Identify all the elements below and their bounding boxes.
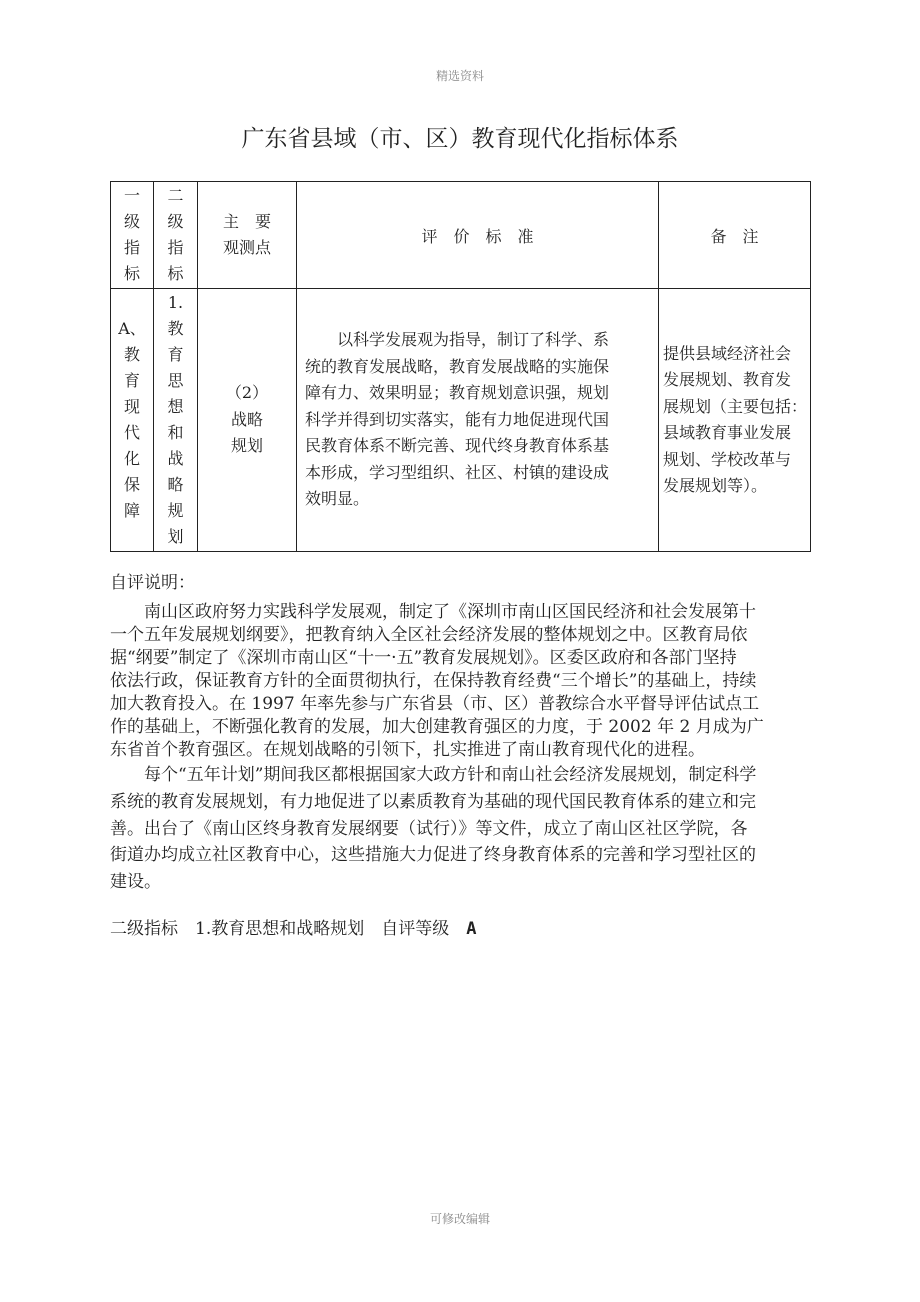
table-row bbox=[111, 289, 811, 552]
text-line: 民教育体系不断完善、现代终身教育体系基 bbox=[305, 436, 610, 456]
text-line: 现 bbox=[123, 397, 140, 416]
text-line: 化 bbox=[123, 449, 140, 468]
page-footer: 可修改编辑 bbox=[429, 1212, 490, 1226]
header-level1 bbox=[111, 182, 154, 289]
text-line: 统的教育发展战略，教育发展战略的实施保 bbox=[305, 356, 610, 376]
header-level2 bbox=[154, 182, 198, 289]
text-line: 代 bbox=[123, 423, 140, 442]
text-line: 南山区政府努力实践科学发展观，制定了《深圳市南山区国民经济和社会发展第十 bbox=[110, 602, 756, 622]
text-line: 二 bbox=[167, 186, 184, 205]
text-line: 科学并得到切实落实，能有力地促进现代国 bbox=[305, 409, 610, 429]
summary-line bbox=[110, 918, 476, 940]
text-line: 建设。 bbox=[110, 872, 161, 893]
text-line: 效明显。 bbox=[305, 489, 370, 509]
text-line: 观测点 bbox=[222, 238, 271, 257]
text-line: 善。出台了《南山区终身教育发展纲要（试行）》等文件，成立了南山区社区学院，各 bbox=[110, 818, 748, 839]
text-line: A、 bbox=[118, 319, 146, 338]
text-line: 规 bbox=[167, 501, 184, 520]
text-line: 作的基础上，不断强化教育的发展，加大创建教育强区的力度，于 2002 年 2 月成为广 bbox=[110, 717, 764, 737]
self-eval-grade: A bbox=[466, 919, 477, 939]
document-title: 广东省县域（市、区）教育现代化指标体系 bbox=[241, 126, 679, 152]
text-line: 一 bbox=[123, 186, 140, 205]
text-line: 保 bbox=[123, 475, 140, 494]
text-line: 规划 bbox=[230, 436, 263, 456]
text-line: 划 bbox=[167, 527, 184, 546]
text-line: 想 bbox=[167, 397, 184, 416]
summary-label: 二级指标 1.教育思想和战略规划 自评等级 bbox=[110, 919, 467, 939]
page-header: 精选资料 bbox=[435, 69, 484, 83]
text-line: 标 bbox=[167, 264, 184, 283]
cell-criteria bbox=[297, 289, 659, 552]
text-line: 发展规划、教育发 bbox=[663, 370, 792, 389]
text-line: 和 bbox=[167, 423, 184, 442]
text-line: 街道办均成立社区教育中心，这些措施大力促进了终身教育体系的完善和学习型社区的 bbox=[110, 845, 756, 866]
text-line: 发展规划等）。 bbox=[663, 476, 768, 495]
text-line: 据“纲要”制定了《深圳市南山区“十一·五”教育发展规划》。区委区政府和各部门坚持 bbox=[110, 648, 737, 668]
indicator-table bbox=[110, 181, 811, 552]
text-line: 略 bbox=[167, 475, 184, 494]
header-notes: 备 注 bbox=[659, 182, 811, 289]
text-line: 东省首个教育强区。在规划战略的引领下，扎实推进了南山教育现代化的进程。 bbox=[110, 740, 705, 760]
table-header-row bbox=[111, 182, 811, 289]
text-line: 一个五年发展规划纲要》，把教育纳入全区社会经济发展的整体规划之中。区教育局依 bbox=[110, 625, 748, 645]
text-line: 指 bbox=[123, 238, 140, 257]
text-line: 育 bbox=[123, 371, 140, 390]
text-line: （2） bbox=[225, 383, 269, 403]
cell-level1 bbox=[111, 289, 154, 552]
text-line: 战略 bbox=[230, 409, 263, 429]
text-line: 本形成，学习型组织、社区、村镇的建设成 bbox=[305, 462, 610, 482]
text-line: 思 bbox=[167, 371, 184, 390]
text-line: 提供县域经济社会 bbox=[663, 343, 792, 363]
text-line: 展规划（主要包括： bbox=[663, 396, 808, 416]
paragraph-2 bbox=[110, 762, 815, 896]
text-line: 指 bbox=[167, 238, 184, 257]
cell-notes bbox=[659, 289, 811, 552]
text-line: 障有力、效果明显；教育规划意识强，规划 bbox=[305, 383, 610, 403]
text-line: 战 bbox=[167, 449, 184, 468]
paragraph-1 bbox=[110, 601, 815, 762]
text-line: 以科学发展观为指导，制订了科学、系 bbox=[305, 330, 610, 350]
text-line: 县域教育事业发展 bbox=[663, 423, 792, 442]
text-line: 系统的教育发展规划，有力地促进了以素质教育为基础的现代国民教育体系的建立和完 bbox=[110, 791, 756, 812]
text-line: 加大教育投入。在 1997 年率先参与广东省县（市、区）普教综合水平督导评估试点工 bbox=[110, 694, 760, 714]
text-line: 1. bbox=[167, 293, 184, 312]
text-line: 级 bbox=[123, 212, 140, 231]
text-line: 每个“五年计划”期间我区都根据国家大政方针和南山社会经济发展规划，制定科学 bbox=[110, 765, 757, 785]
text-line: 规划、学校改革与 bbox=[663, 449, 792, 469]
text-line: 育 bbox=[167, 345, 184, 364]
text-line: 标 bbox=[123, 264, 140, 283]
text-line: 主 要 bbox=[222, 211, 271, 231]
text-line: 级 bbox=[167, 212, 184, 231]
cell-observation bbox=[198, 289, 297, 552]
header-criteria: 评 价 标 准 bbox=[297, 182, 659, 289]
header-observation bbox=[198, 182, 297, 289]
text-line: 依法行政，保证教育方针的全面贯彻执行，在保持教育经费“三个增长”的基础上，持续 bbox=[110, 671, 757, 691]
cell-level2 bbox=[154, 289, 198, 552]
self-eval-label: 自评说明： bbox=[110, 573, 195, 593]
text-line: 障 bbox=[123, 501, 140, 520]
text-line: 教 bbox=[167, 319, 184, 338]
text-line: 教 bbox=[123, 345, 140, 364]
